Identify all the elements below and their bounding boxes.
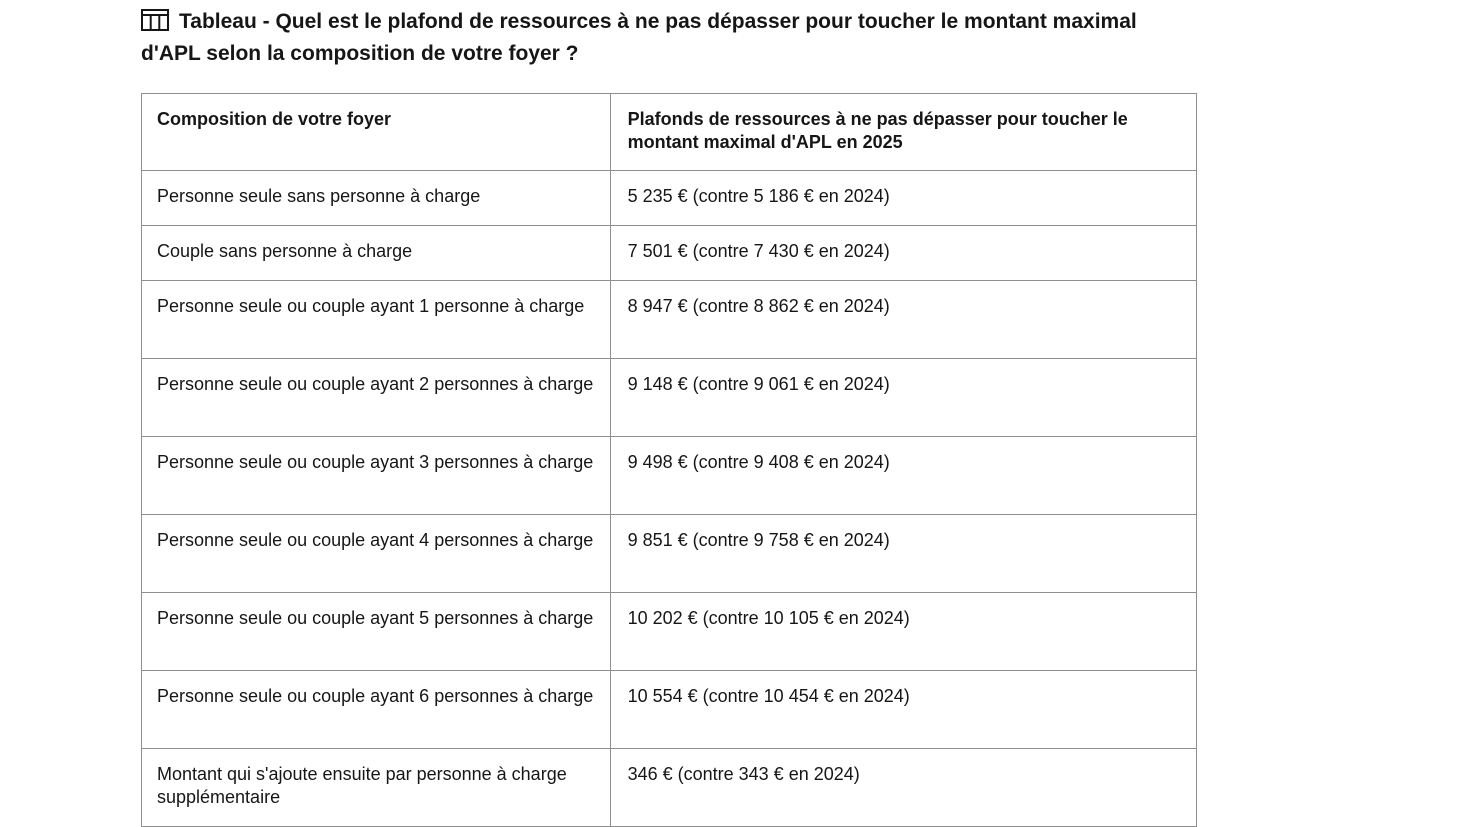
table-row xyxy=(142,515,1197,593)
cell-plafond: 5 235 € (contre 5 186 € en 2024) xyxy=(610,171,1196,226)
ressources-table xyxy=(141,93,1197,827)
cell-plafond: 10 554 € (contre 10 454 € en 2024) xyxy=(610,671,1196,749)
cell-composition: Personne seule ou couple ayant 2 personnes à charge xyxy=(142,359,611,437)
table-row xyxy=(142,437,1197,515)
cell-composition: Personne seule ou couple ayant 5 personnes à charge xyxy=(142,593,611,671)
table-row xyxy=(142,593,1197,671)
cell-composition: Personne seule ou couple ayant 1 personne à charge xyxy=(142,281,611,359)
table-icon xyxy=(141,9,169,31)
cell-plafond: 9 851 € (contre 9 758 € en 2024) xyxy=(610,515,1196,593)
header-composition: Composition de votre foyer xyxy=(142,94,611,171)
caption-text: Tableau - Quel est le plafond de ressources à ne pas dépasser pour toucher le montant maximal d'APL selon la composition de votre foyer ? xyxy=(141,10,1137,65)
table-row xyxy=(142,359,1197,437)
table-row xyxy=(142,749,1197,827)
cell-plafond: 8 947 € (contre 8 862 € en 2024) xyxy=(610,281,1196,359)
cell-composition: Personne seule sans personne à charge xyxy=(142,171,611,226)
cell-composition: Personne seule ou couple ayant 6 personnes à charge xyxy=(142,671,611,749)
table-row xyxy=(142,281,1197,359)
cell-composition: Montant qui s'ajoute ensuite par personne à charge supplémentaire xyxy=(142,749,611,827)
table-caption xyxy=(141,6,1201,70)
cell-composition: Personne seule ou couple ayant 3 personnes à charge xyxy=(142,437,611,515)
cell-plafond: 10 202 € (contre 10 105 € en 2024) xyxy=(610,593,1196,671)
header-plafonds: Plafonds de ressources à ne pas dépasser pour toucher le montant maximal d'APL en 2025 xyxy=(610,94,1196,171)
table-row xyxy=(142,226,1197,281)
table-row xyxy=(142,671,1197,749)
cell-plafond: 7 501 € (contre 7 430 € en 2024) xyxy=(610,226,1196,281)
cell-composition: Personne seule ou couple ayant 4 personnes à charge xyxy=(142,515,611,593)
cell-plafond: 9 498 € (contre 9 408 € en 2024) xyxy=(610,437,1196,515)
cell-plafond: 346 € (contre 343 € en 2024) xyxy=(610,749,1196,827)
cell-composition: Couple sans personne à charge xyxy=(142,226,611,281)
table-header-row xyxy=(142,94,1197,171)
cell-plafond: 9 148 € (contre 9 061 € en 2024) xyxy=(610,359,1196,437)
table-row xyxy=(142,171,1197,226)
